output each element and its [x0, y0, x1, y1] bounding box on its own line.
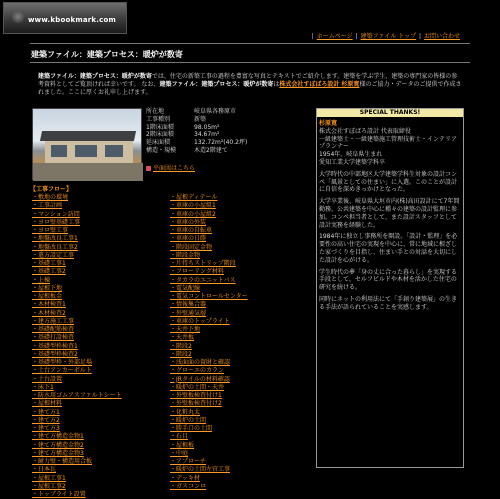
construction-step-link[interactable]: ・マンション訪問 — [32, 210, 80, 218]
construction-step-link[interactable]: ・天井板 — [170, 334, 195, 342]
spec-value: 岐阜県各務原市 — [194, 108, 237, 115]
thanks-bio-line: 株式会社すぽばろ設計 代表取締役 — [319, 127, 411, 135]
spec-label: 工事種別 — [146, 115, 171, 123]
house-photo — [32, 108, 142, 180]
page-title: 建築ファイル：建築プロセス：暖炉が数寄 — [31, 50, 183, 59]
construction-step-link[interactable]: ・屋根板 — [170, 441, 195, 449]
bullet-icon — [146, 166, 151, 171]
construction-step-link[interactable]: ・基礎工事1 — [32, 260, 66, 267]
construction-step-link[interactable]: ・建て方構造金物2 — [32, 441, 84, 449]
construction-step-link[interactable]: ・石目 — [170, 433, 189, 441]
intro-text-1: では、住宅の新築工事の過程を豊富な写真とテキストでご紹介します。建築を学ぶ学生、建築の専門家の皆様の参考資料としてご覧頂ければ幸いです。 なお、 — [38, 73, 458, 89]
thanks-paragraph: 大学卒業後、岐阜県大垣市内(株)高田設計にて7年間勤務。公共建築を中心に種々の建築の設計監理に参加。コンペ担当者として、また設計スタッフとして設計実務を経験した。 — [319, 198, 460, 229]
construction-step-link[interactable]: ・階段2 — [170, 350, 192, 358]
header-divider — [30, 43, 470, 44]
construction-step-link[interactable]: ・床下1 — [32, 383, 54, 391]
construction-step-link[interactable]: ・基礎工事2 — [32, 268, 66, 276]
construction-step-link[interactable]: ・木材検査1 — [32, 301, 66, 309]
construction-step-link[interactable]: ・タカラのユニットバス — [170, 276, 236, 284]
spec-value: 98.05m² — [194, 123, 220, 131]
construction-step-link[interactable]: ・屋根工事1 — [32, 474, 66, 482]
construction-step-link[interactable]: ・車庫の日蔭 — [170, 235, 207, 243]
designer-link[interactable]: 株式会社すぽばろ設計 杉原寛 — [279, 81, 360, 89]
spec-label: 延床面積 — [146, 139, 171, 147]
construction-step-link[interactable]: ・階段固定金物 — [170, 243, 213, 251]
spec-value: 34.67m² — [194, 131, 220, 139]
spec-label: 2階床面積 — [146, 131, 174, 139]
construction-step-link[interactable]: ・暖炉の土間左官工事 — [170, 466, 231, 474]
construction-step-link[interactable]: ・勝手口の土間 — [170, 425, 213, 432]
construction-step-link[interactable]: ・外壁板検査付け1 — [170, 392, 222, 399]
construction-step-link[interactable]: ・基礎打設検査 — [32, 334, 75, 342]
construction-step-link[interactable]: ・トップライト設置 — [32, 491, 86, 498]
construction-step-link[interactable]: ・車庫の自転車 — [170, 227, 213, 234]
special-thanks-title: SPECIAL THANKS! — [317, 109, 463, 117]
construction-step-link[interactable]: ・片持ちストリップ階段 — [170, 260, 236, 267]
thanks-person-name: 杉原寛 — [319, 120, 338, 127]
site-logo-banner[interactable] — [3, 2, 127, 34]
construction-flow-list-left — [32, 194, 122, 499]
intro-text-2: は — [273, 81, 280, 89]
intro-lead-bold-2: 建築ファイル：建築プロセス：暖炉が数寄 — [159, 81, 274, 89]
construction-flow-title: 【工事フロー】 — [30, 186, 73, 193]
construction-step-link[interactable]: ・敷地の環境 — [32, 194, 69, 201]
construction-step-link[interactable]: ・屋根材料 — [32, 400, 63, 408]
construction-step-link[interactable]: ・屋根ディテール — [170, 194, 218, 201]
construction-step-link[interactable]: ・屋根板金 — [32, 293, 63, 300]
spec-value: 新築 — [194, 115, 207, 123]
spec-label: 構造・規模 — [146, 146, 177, 154]
thanks-paragraph: 1984年に独立し事務所を開設。「設計・監理」を必要性の高い住宅の実現を中心に、常に地域に根ざした家づくりを目指し、住まい手との対話を大切にした設計を心がける。 — [319, 233, 458, 264]
construction-step-link[interactable]: ・ヨロ壁基礎工事 — [32, 218, 81, 226]
construction-step-link[interactable]: ・屋根下地 — [32, 284, 63, 292]
construction-step-link[interactable]: ・JRタイルの材料確認 — [170, 375, 230, 383]
construction-step-link[interactable]: ・グローエのカラン — [170, 367, 225, 375]
construction-step-link[interactable]: ・浅面面の資財と確認 — [170, 359, 231, 366]
construction-step-link[interactable]: ・地盤改良工事1 — [32, 235, 78, 243]
construction-step-link[interactable]: ・土台アンカーボルト — [32, 367, 92, 375]
construction-step-link[interactable]: ・車庫のトップライト — [170, 317, 230, 325]
construction-step-link[interactable]: ・電気配線 — [170, 284, 201, 292]
construction-step-link[interactable]: ・デッキ材 — [170, 474, 200, 482]
construction-step-link[interactable]: ・外壁板検査付け2 — [170, 400, 222, 408]
construction-step-link[interactable]: ・基礎型枠・外部足場 — [32, 359, 93, 366]
thanks-paragraph: 大学時代の中部地区大学建築学科生対象の設計コンペ「風景としての住まい」に入選。このことが設計に自信を深めきっかけとなった。 — [319, 170, 458, 194]
nav-home-link[interactable]: ホームページ — [316, 33, 353, 40]
special-thanks-body — [317, 117, 463, 319]
logo-mark-icon — [12, 11, 24, 23]
construction-step-link[interactable]: ・暖炉の土間・天井 — [170, 383, 225, 391]
construction-step-link[interactable]: ・車庫の小屋組1 — [170, 202, 216, 210]
spec-row — [146, 147, 247, 155]
construction-step-link[interactable]: ・木材検査2 — [32, 309, 66, 317]
construction-step-link[interactable]: ・天井下地 — [170, 326, 201, 333]
construction-step-link[interactable]: ・建て方2 — [32, 416, 60, 424]
intro-lead-bold: 建築ファイル：建築プロセス：暖炉が数寄 — [38, 73, 152, 80]
construction-step-link[interactable]: ・日本瓦 — [32, 466, 57, 474]
spec-label: 所在地 — [146, 108, 165, 115]
construction-step-link[interactable]: ・地盤改良工事2 — [32, 243, 78, 251]
thanks-bio-line: 一級建築士・一級建築施工管理技術士・インテリアプランナー — [319, 135, 458, 151]
construction-step-link[interactable]: ・ヨロ壁工事 — [32, 227, 69, 234]
construction-step-link[interactable]: ・電気コントロールセンター — [170, 293, 248, 300]
construction-step-link[interactable]: ・建方施工工事 — [32, 317, 75, 325]
construction-step-link[interactable]: ・耐力壁・構造用合板 — [32, 458, 93, 465]
spec-row — [146, 139, 247, 147]
construction-flow-list-right — [170, 194, 248, 491]
special-thanks-box — [316, 108, 464, 468]
construction-step-link[interactable]: ・建て方構造金物3 — [32, 449, 84, 457]
construction-step-link[interactable]: ・化粧丸太 — [170, 408, 201, 416]
construction-step-link[interactable]: ・建て方1 — [32, 408, 60, 416]
construction-step-link[interactable]: ・建て方構造金物1 — [32, 433, 84, 441]
construction-step-link[interactable]: ・工事計画 — [32, 202, 63, 210]
thanks-bio-line: 1954年、岐阜県生まれ — [319, 151, 383, 159]
construction-step-link[interactable]: ・上棟 — [32, 276, 51, 284]
thanks-paragraph: 同時にネットの利用法にて「手創り建築展」の生きる手法が語られていることを実感します。 — [319, 295, 458, 311]
thanks-paragraph: 学生時代の夢「身の丈に合った暮らし」を実現する手段として、セルフビルドや木材を活かした住宅の研究を続ける。 — [319, 268, 458, 292]
nav-contact-link[interactable]: お問い合わせ — [423, 33, 460, 40]
spec-value: 木造2階建て — [194, 146, 228, 154]
construction-step-link[interactable]: ・車庫の外装 — [170, 218, 207, 226]
construction-step-link[interactable]: ・ガスコンロ — [170, 482, 207, 490]
construction-step-link[interactable]: ・遣方設定工事 — [32, 251, 75, 259]
floorplan-link[interactable]: 平面図はこちら — [153, 165, 196, 172]
construction-step-link[interactable]: ・防水用ゴムアスファルトシート — [32, 392, 122, 399]
title-divider — [30, 62, 470, 63]
construction-step-link[interactable]: ・階段2 — [170, 342, 192, 350]
spec-row — [146, 116, 247, 124]
spec-value: 132.72m²(40.2坪) — [194, 139, 248, 147]
intro-text-3: 様のご協力・データのご提供で作成されました。ここに厚くお礼申し上げます。 — [38, 81, 462, 97]
construction-step-link[interactable]: ・建て方3 — [32, 425, 60, 432]
construction-step-link[interactable]: ・土台設置 — [32, 375, 63, 383]
construction-step-link[interactable]: ・基礎配筋検査 — [32, 326, 75, 333]
construction-step-link[interactable]: ・車庫の小屋組2 — [170, 210, 216, 218]
construction-step-link[interactable]: ・屋根工事2 — [32, 482, 66, 490]
spec-row — [146, 108, 247, 116]
construction-step-link[interactable]: ・情報集合器 — [170, 301, 207, 309]
nav-architecture-file-top-link[interactable]: 建築ファイル トップ — [360, 33, 417, 40]
floorplan-link-row — [146, 165, 195, 173]
construction-step-link[interactable]: ・フローリング材料 — [170, 268, 224, 276]
construction-step-link[interactable]: ・基礎型枠検査2 — [32, 350, 78, 358]
construction-step-link[interactable]: ・階段金物 — [170, 251, 201, 259]
construction-step-link[interactable]: ・アプローチ — [170, 458, 207, 465]
intro-paragraph — [38, 73, 462, 97]
spec-label: 1階床面積 — [146, 123, 174, 131]
site-logo-text: www.kbookmark.com — [28, 16, 116, 24]
construction-step-link[interactable]: ・基礎型枠検査1 — [32, 342, 78, 350]
thanks-bio-line: 愛知工業大学建築学科卒 — [319, 158, 386, 166]
building-specs — [146, 108, 247, 155]
construction-step-link[interactable]: ・中庭 — [170, 449, 189, 457]
top-navigation: | ホームページ | 建築ファイル トップ | お問い合わせ — [311, 33, 460, 40]
construction-step-link[interactable]: ・外壁通気層 — [170, 309, 207, 317]
construction-step-link[interactable]: ・暖炉の土間 — [170, 416, 207, 424]
